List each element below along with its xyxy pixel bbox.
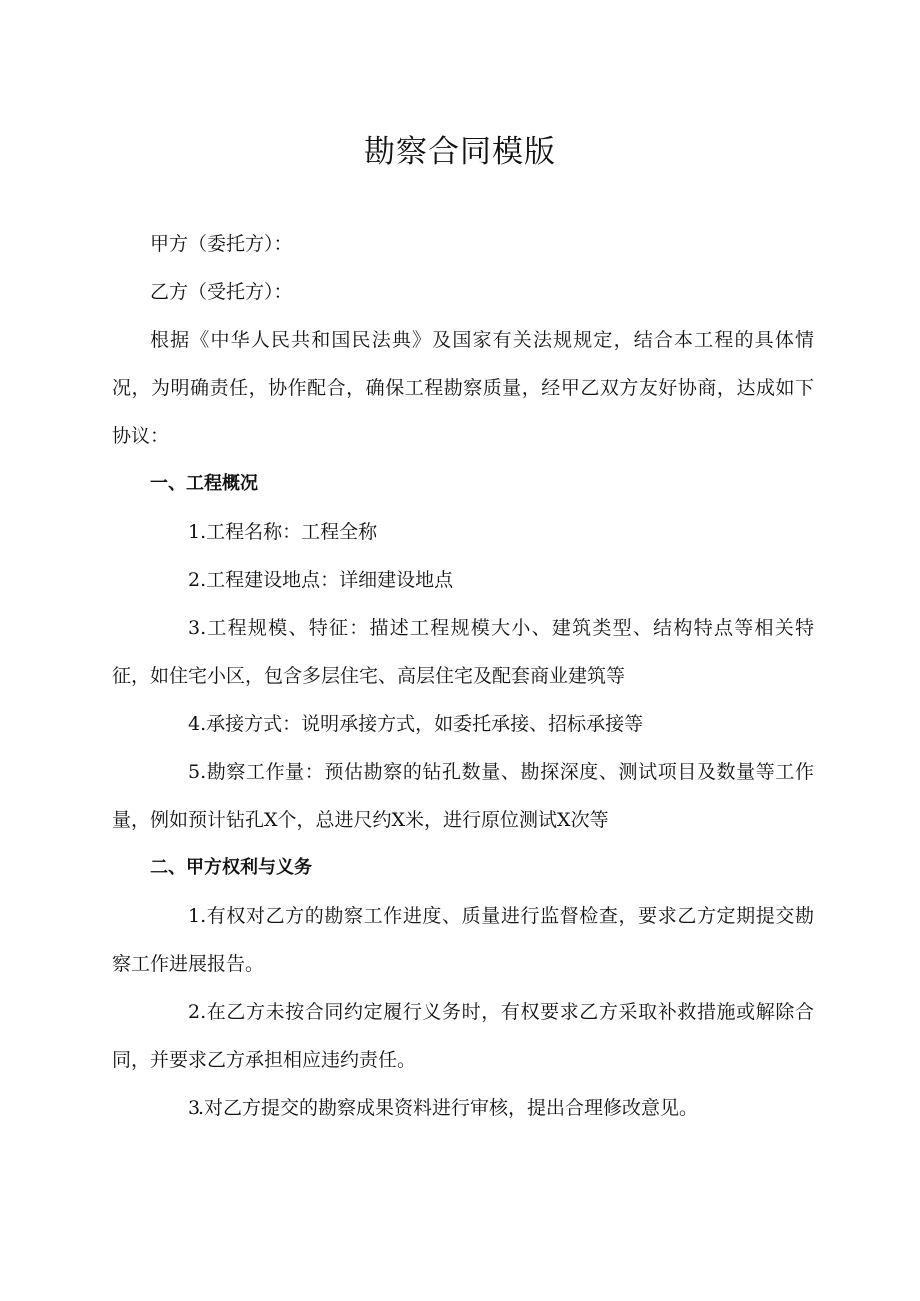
section-heading-party-a-rights: 二、甲方权利与义务	[150, 857, 312, 878]
item-number: 2	[188, 1001, 201, 1023]
section2-item	[112, 988, 814, 1084]
item-text: .工程规模、特征：描述工程规模大小、建筑类型、结构特点等相关特征，如住宅小区，包含多层住宅、高层住宅及配套商业建筑等	[112, 617, 814, 687]
item-text: .工程名称：工程全称	[200, 521, 378, 543]
item-text: .对乙方提交的勘察成果资料进行审核，提出合理修改意见。	[198, 1097, 699, 1119]
item-number: 2	[188, 569, 201, 591]
section2-item	[112, 892, 814, 988]
party-a-line: 甲方（委托方）：	[150, 233, 293, 255]
section-heading-overview: 一、工程概况	[150, 473, 258, 494]
section1-item	[112, 748, 814, 844]
item-text: .勘察工作量：预估勘察的钻孔数量、勘探深度、测试项目及数量等工作量，例如预计钻孔X个，总进尺约X米，进行原位测试X次等	[112, 761, 814, 831]
section1-item	[112, 556, 814, 604]
document-title: 勘察合同模版	[364, 134, 556, 170]
party-b-line: 乙方（受托方）：	[150, 281, 293, 303]
section1-item	[112, 604, 814, 700]
section2-item	[112, 1084, 814, 1132]
document-body	[112, 220, 814, 1132]
section1-item	[112, 700, 814, 748]
item-text: .工程建设地点：详细建设地点	[200, 569, 454, 591]
item-number: 4	[188, 713, 201, 735]
item-text: .承接方式：说明承接方式，如委托承接、招标承接等	[200, 713, 644, 735]
item-text: .有权对乙方的勘察工作进度、质量进行监督检查，要求乙方定期提交勘察工作进展报告。	[112, 905, 814, 975]
section1-item	[112, 508, 814, 556]
item-number: 3	[188, 1097, 201, 1119]
intro-paragraph: 根据《中华人民共和国民法典》及国家有关法规规定，结合本工程的具体情况，为明确责任，协作配合，确保工程勘察质量，经甲乙双方友好协商，达成如下协议：	[112, 329, 814, 447]
item-number: 5	[188, 761, 201, 783]
item-number: 1	[188, 521, 201, 543]
item-number: 1	[188, 905, 201, 927]
item-text: .在乙方未按合同约定履行义务时，有权要求乙方采取补救措施或解除合同，并要求乙方承担相应违约责任。	[112, 1001, 814, 1071]
item-number: 3	[188, 617, 201, 639]
